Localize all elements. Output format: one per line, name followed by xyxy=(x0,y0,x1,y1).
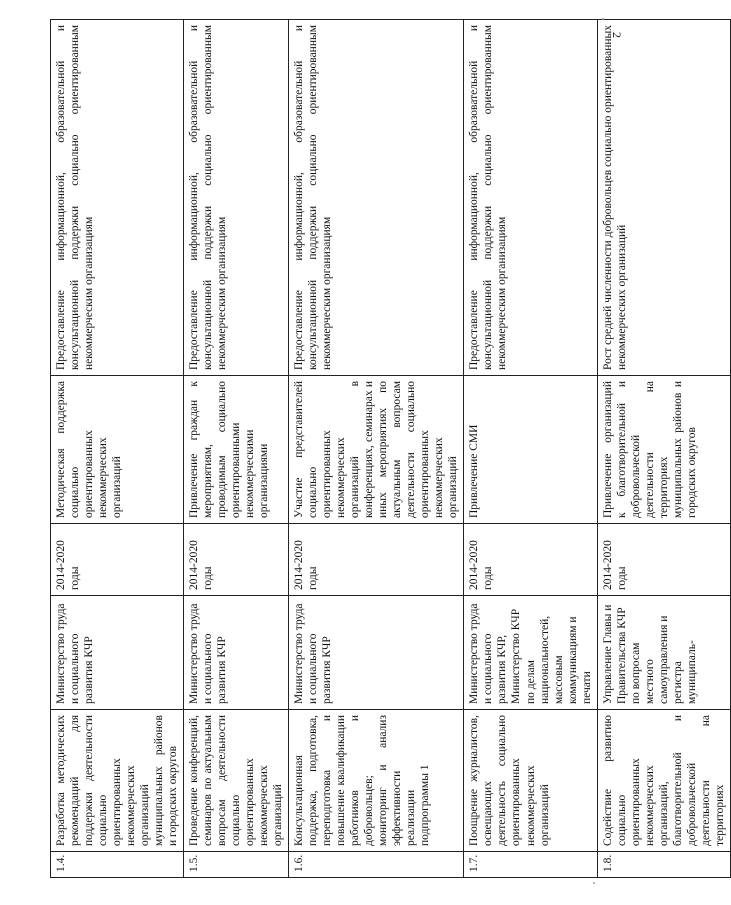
measure-name: Консультационная поддержка, подготовка, переподготовка и повышение квалификации работников и добровольцев; мониторинг и анализ эффективности реализации подпрограммы 1 xyxy=(289,710,464,852)
term: 2014-2020 годы xyxy=(464,524,597,596)
row-number: 1.4. xyxy=(51,852,184,878)
executor: Министерство труда и социального развития КЧР, Министерство КЧР по делам национальностей, массовым коммуникациям и печати xyxy=(464,596,597,710)
table-row xyxy=(289,20,464,878)
executor: Министерство труда и социального развития КЧР xyxy=(51,596,184,710)
table-row xyxy=(184,20,289,878)
executor: Министерство труда и социального развития КЧР xyxy=(289,596,464,710)
executor: Управление Главы и Правительства КЧР по вопросам местного самоуправления и регистра муниципаль- xyxy=(597,596,730,710)
measure-name: Разработка методических рекомендаций для поддержки деятельности социально ориентированных некоммерческих организаций муниципальных районов и городских округов xyxy=(51,710,184,852)
expected-result: Методическая поддержка социально ориентированных некоммерческих организаций xyxy=(51,376,184,524)
effect: Рост средней численности добровольцев социально ориентированных некоммерческих организаций xyxy=(597,20,730,376)
table-row xyxy=(597,20,730,878)
table-row xyxy=(51,20,184,878)
page-number: 2 xyxy=(610,32,624,38)
row-number: 1.8. xyxy=(597,852,730,878)
effect: Предоставление информационной, образовательной и консультационной поддержки социально ориентированным некоммерческим организациям xyxy=(184,20,289,376)
rotated-table-container xyxy=(50,20,726,878)
row-number: 1.7. xyxy=(464,852,597,878)
scan-speck xyxy=(602,18,604,20)
term: 2014-2020 годы xyxy=(184,524,289,596)
program-measures-table xyxy=(50,19,731,878)
row-number: 1.6. xyxy=(289,852,464,878)
expected-result: Привлечение граждан к мероприятиям, проводимым социально ориентированными некоммерческими организациями xyxy=(184,376,289,524)
measure-name: Проведение конференций, семинаров по актуальным вопросам деятельности социально ориентированных некоммерческих организаций xyxy=(184,710,289,852)
measure-name: Поощрение журналистов, освещающих деятельность социально ориентированных некоммерческих организаций xyxy=(464,710,597,852)
effect: Предоставление информационной, образовательной и консультационной поддержки социально ориентированным некоммерческим организациям xyxy=(289,20,464,376)
executor: Министерство труда и социального развития КЧР xyxy=(184,596,289,710)
row-number: 1.5. xyxy=(184,852,289,878)
effect: Предоставление информационной, образовательной и консультационной поддержки социально ориентированным некоммерческим организациям xyxy=(51,20,184,376)
expected-result: Участие представителей социально ориентированных некоммерческих организаций в конференциях, семинарах и иных мероприятиях по актуальным вопросам деятельности социально ориентированных некоммерческих организаций xyxy=(289,376,464,524)
term: 2014-2020 годы xyxy=(51,524,184,596)
table-row xyxy=(464,20,597,878)
effect: Предоставление информационной, образовательной и консультационной поддержки социально ориентированным некоммерческим организациям xyxy=(464,20,597,376)
term: 2014-2020 годы xyxy=(597,524,730,596)
measure-name: Содействие развитию социально ориентированных некоммерческих организаций, благотворительной и добровольческой деятельности на территориях xyxy=(597,710,730,852)
scan-speck xyxy=(593,882,595,884)
expected-result: Привлечение СМИ xyxy=(464,376,597,524)
expected-result: Привлечение организаций к благотворительной и добровольческой деятельности на территориях муниципальных районов и городских округов xyxy=(597,376,730,524)
term: 2014-2020 годы xyxy=(289,524,464,596)
